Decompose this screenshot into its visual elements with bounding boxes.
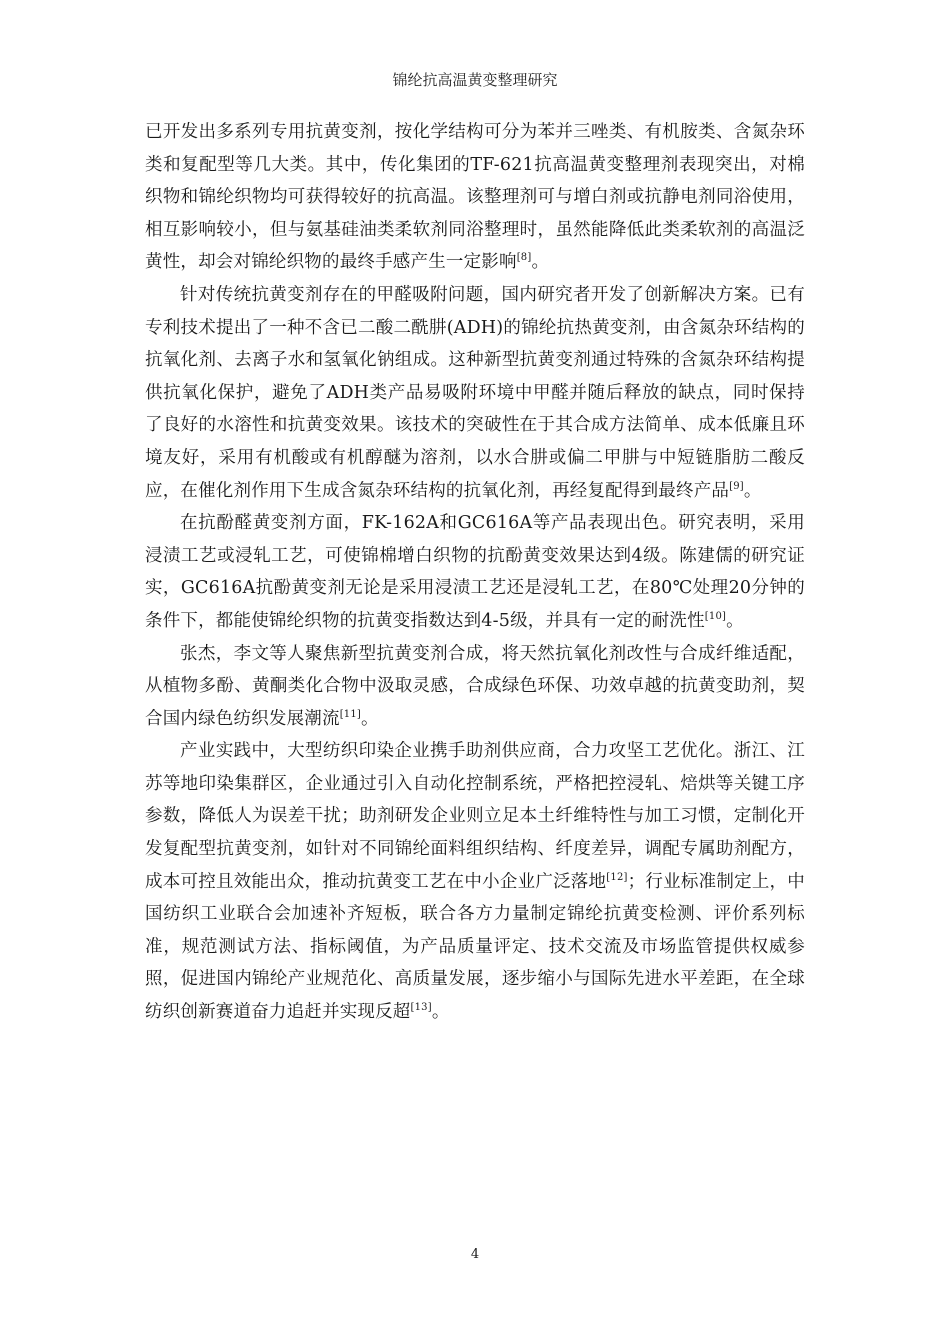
paragraph-4 bbox=[145, 638, 805, 736]
paragraph-text: 已开发出多系列专用抗黄变剂，按化学结构可分为苯并三唑类、有机胺类、含氮杂环类和复配型等几大类。其中，传化集团的TF-621抗高温黄变整理剂表现突出，对棉织物和锦纶织物均可获得较好的抗高温。该整理剂可与增白剂或抗静电剂同浴使用，相互影响较小，但与氨基硅油类柔软剂同浴整理时，虽然能降低此类柔软剂的高温泛黄性，却会对锦纶织物的最终手感产生一定影响 bbox=[145, 122, 805, 273]
body-text bbox=[145, 116, 805, 1029]
paragraph-2 bbox=[145, 279, 805, 507]
paragraph-text: 在抗酚醛黄变剂方面，FK-162A和GC616A等产品表现出色。研究表明，采用浸渍工艺或浸轧工艺，可使锦棉增白织物的抗酚黄变效果达到4级。陈建儒的研究证实，GC616A抗酚黄变剂无论是采用浸渍工艺还是浸轧工艺，在80℃处理20分钟的条件下，都能使锦纶织物的抗黄变指数达到4-5级，并具有一定的耐洗性 bbox=[145, 513, 805, 631]
paragraph-tail: 。 bbox=[743, 480, 762, 501]
paragraph-tail: 。 bbox=[431, 1002, 450, 1023]
running-header: 锦纶抗高温黄变整理研究 bbox=[392, 71, 558, 89]
paragraph-3 bbox=[145, 507, 805, 637]
citation: [9] bbox=[729, 480, 744, 492]
paragraph-text: 产业实践中，大型纺织印染企业携手助剂供应商，合力攻坚工艺优化。浙江、江苏等地印染集群区，企业通过引入自动化控制系统，严格把控浸轧、焙烘等关键工序参数，降低人为误差干扰；助剂研发企业则立足本土纤维特性与加工习惯，定制化开发复配型抗黄变剂，如针对不同锦纶面料组织结构、纤度差异，调配专属助剂配方，成本可控且效能出众，推动抗黄变工艺在中小企业广泛落地 bbox=[145, 741, 805, 892]
paragraph-tail: 。 bbox=[531, 252, 550, 273]
citation: [8] bbox=[516, 252, 532, 264]
paragraph-tail: ；行业标准制定上，中国纺织工业联合会加速补齐短板，联合各方力量制定锦纶抗黄变检测、评价系列标准，规范测试方法、指标阈值，为产品质量评定、技术交流及市场监管提供权威参照，促进国内锦纶产业规范化、高质量发展，逐步缩小与国际先进水平差距，在全球纺织创新赛道奋力追赶并实现反超 bbox=[145, 871, 806, 1023]
paragraph-tail: 。 bbox=[726, 610, 744, 631]
citation: [12] bbox=[606, 871, 628, 883]
paragraph-text: 针对传统抗黄变剂存在的甲醛吸附问题，国内研究者开发了创新解决方案。已有专利技术提出了一种不含已二酸二酰肼(ADH)的锦纶抗热黄变剂，由含氮杂环结构的抗氧化剂、去离子水和氢氧化钠组成。这种新型抗黄变剂通过特殊的含氮杂环结构提供抗氧化保护，避免了ADH类产品易吸附环境中甲醛并随后释放的缺点，同时保持了良好的水溶性和抗黄变效果。该技术的突破性在于其合成方法简单、成本低廉且环境友好，采用有机酸或有机醇醚为溶剂，以水合肼或偏二甲肼与中短链脂肪二酸反应，在催化剂作用下生成含氮杂环结构的抗氧化剂，再经复配得到最终产品 bbox=[145, 284, 805, 501]
citation: [10] bbox=[704, 610, 727, 622]
paragraph-5 bbox=[145, 735, 805, 1028]
citation: [13] bbox=[410, 1002, 432, 1014]
paragraph-tail: 。 bbox=[361, 708, 379, 729]
citation: [11] bbox=[339, 708, 362, 720]
page-number: 4 bbox=[470, 1247, 480, 1262]
paragraph-1 bbox=[145, 116, 805, 279]
paragraph-text: 张杰，李文等人聚焦新型抗黄变剂合成，将天然抗氧化剂改性与合成纤维适配，从植物多酚、黄酮类化合物中汲取灵感，合成绿色环保、功效卓越的抗黄变助剂，契合国内绿色纺织发展潮流 bbox=[145, 643, 805, 729]
